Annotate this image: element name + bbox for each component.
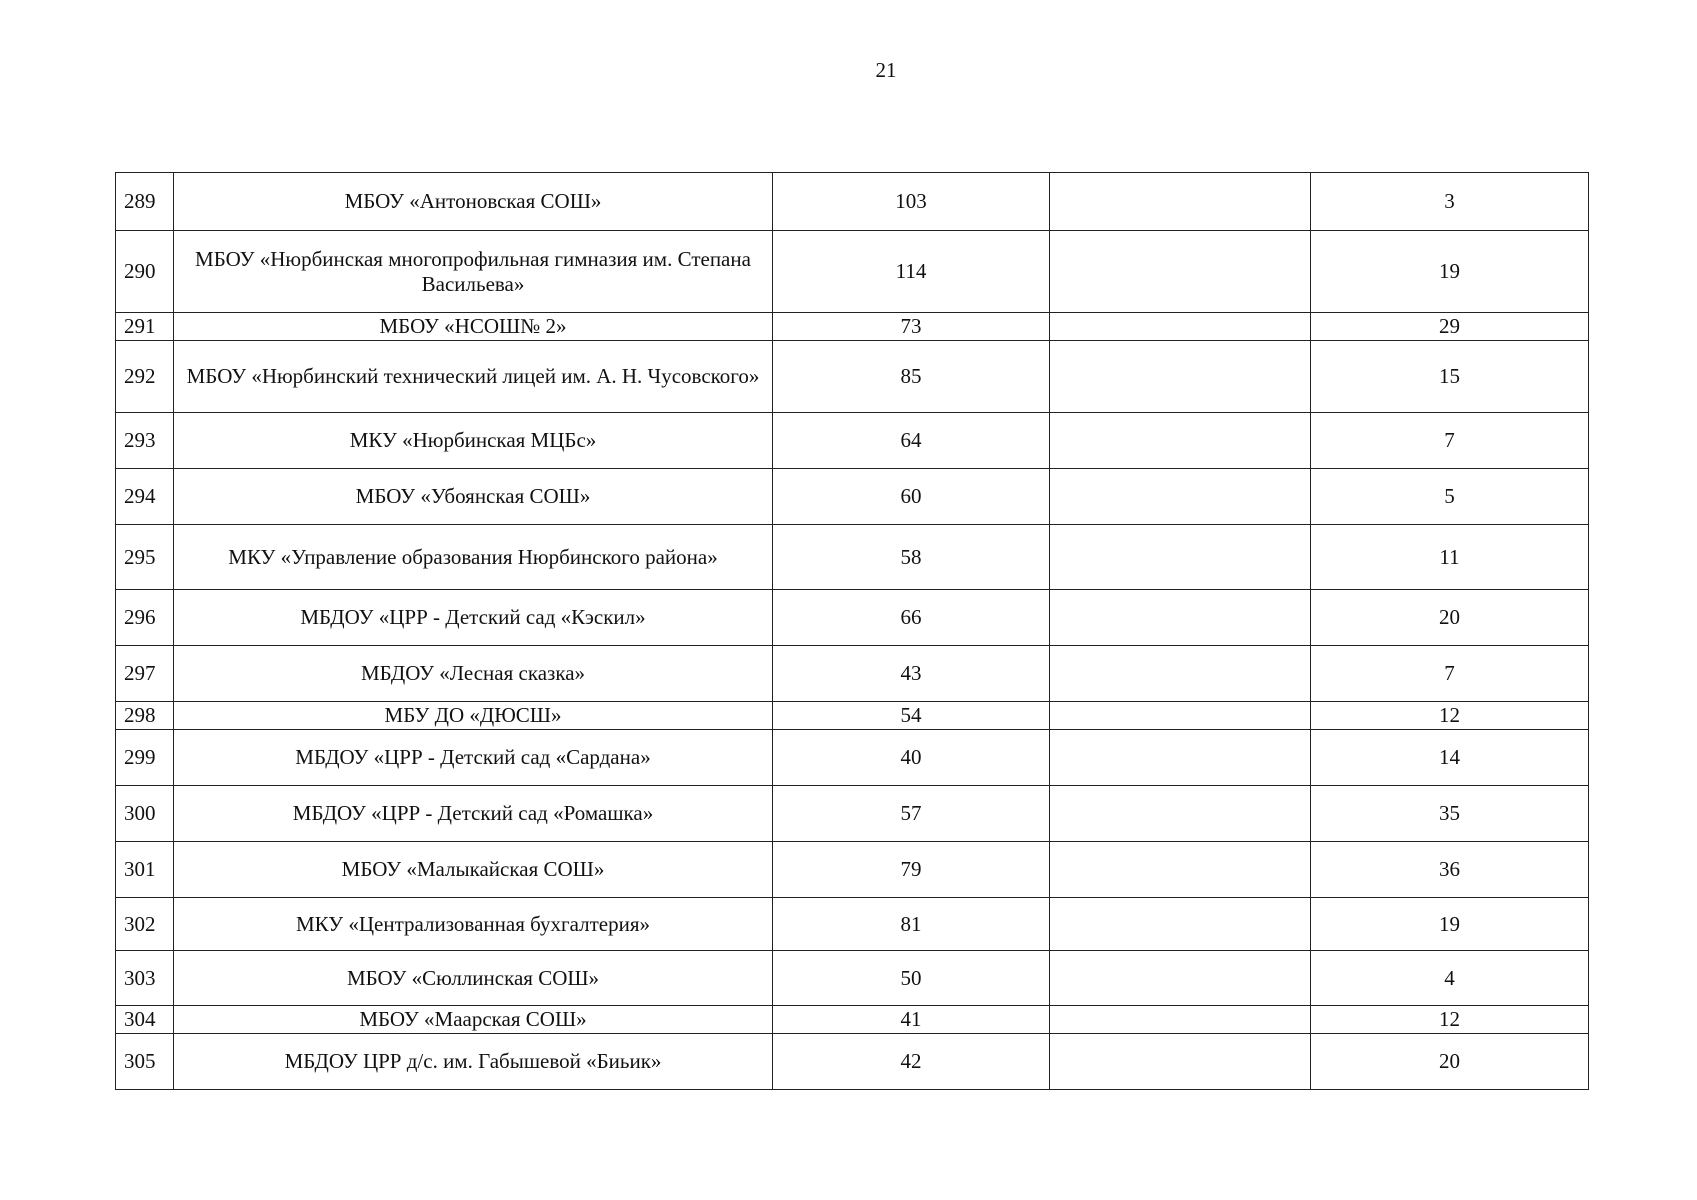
organization-name-cell: МБДОУ «ЦРР - Детский сад «Ромашка» bbox=[174, 786, 773, 842]
table-row bbox=[116, 525, 1589, 590]
organization-name-cell: МБОУ «Нюрбинский технический лицей им. А. Н. Чусовского» bbox=[174, 341, 773, 413]
value-cell-1: 43 bbox=[773, 646, 1050, 702]
value-cell-3: 12 bbox=[1311, 1006, 1589, 1034]
value-cell-1: 41 bbox=[773, 1006, 1050, 1034]
value-cell-3: 14 bbox=[1311, 730, 1589, 786]
row-number-cell: 304 bbox=[116, 1006, 174, 1034]
row-number-cell: 293 bbox=[116, 413, 174, 469]
page-number: 21 bbox=[875, 58, 897, 82]
value-cell-1: 40 bbox=[773, 730, 1050, 786]
row-number-cell: 290 bbox=[116, 231, 174, 313]
organization-name-cell: МБОУ «НСОШ№ 2» bbox=[174, 313, 773, 341]
table-row bbox=[116, 646, 1589, 702]
value-cell-2 bbox=[1050, 898, 1311, 951]
value-cell-3: 19 bbox=[1311, 231, 1589, 313]
value-cell-2 bbox=[1050, 341, 1311, 413]
value-cell-1: 60 bbox=[773, 469, 1050, 525]
value-cell-2 bbox=[1050, 842, 1311, 898]
value-cell-3: 35 bbox=[1311, 786, 1589, 842]
row-number-cell: 299 bbox=[116, 730, 174, 786]
value-cell-2 bbox=[1050, 231, 1311, 313]
row-number-cell: 296 bbox=[116, 590, 174, 646]
value-cell-3: 12 bbox=[1311, 702, 1589, 730]
organization-name-cell: МКУ «Нюрбинская МЦБс» bbox=[174, 413, 773, 469]
value-cell-3: 11 bbox=[1311, 525, 1589, 590]
value-cell-2 bbox=[1050, 786, 1311, 842]
value-cell-3: 29 bbox=[1311, 313, 1589, 341]
value-cell-2 bbox=[1050, 702, 1311, 730]
value-cell-3: 3 bbox=[1311, 173, 1589, 231]
organization-name-cell: МБДОУ «ЦРР - Детский сад «Сардана» bbox=[174, 730, 773, 786]
table-row bbox=[116, 898, 1589, 951]
value-cell-1: 114 bbox=[773, 231, 1050, 313]
row-number-cell: 295 bbox=[116, 525, 174, 590]
value-cell-1: 85 bbox=[773, 341, 1050, 413]
value-cell-1: 54 bbox=[773, 702, 1050, 730]
organization-name-cell: МБУ ДО «ДЮСШ» bbox=[174, 702, 773, 730]
value-cell-1: 57 bbox=[773, 786, 1050, 842]
organization-name-cell: МБДОУ «ЦРР - Детский сад «Кэскил» bbox=[174, 590, 773, 646]
value-cell-2 bbox=[1050, 173, 1311, 231]
value-cell-3: 36 bbox=[1311, 842, 1589, 898]
value-cell-3: 20 bbox=[1311, 590, 1589, 646]
row-number-cell: 301 bbox=[116, 842, 174, 898]
table-row bbox=[116, 842, 1589, 898]
organization-name-cell: МБДОУ ЦРР д/с. им. Габышевой «Биьик» bbox=[174, 1034, 773, 1090]
table-row bbox=[116, 702, 1589, 730]
value-cell-2 bbox=[1050, 469, 1311, 525]
organization-name-cell: МБОУ «Антоновская СОШ» bbox=[174, 173, 773, 231]
value-cell-1: 66 bbox=[773, 590, 1050, 646]
value-cell-1: 64 bbox=[773, 413, 1050, 469]
value-cell-3: 7 bbox=[1311, 646, 1589, 702]
value-cell-1: 81 bbox=[773, 898, 1050, 951]
row-number-cell: 302 bbox=[116, 898, 174, 951]
row-number-cell: 300 bbox=[116, 786, 174, 842]
value-cell-2 bbox=[1050, 313, 1311, 341]
table-row bbox=[116, 1006, 1589, 1034]
value-cell-3: 7 bbox=[1311, 413, 1589, 469]
value-cell-2 bbox=[1050, 646, 1311, 702]
organization-name-cell: МБОУ «Нюрбинская многопрофильная гимназия им. Степана Васильева» bbox=[174, 231, 773, 313]
table-row bbox=[116, 231, 1589, 313]
value-cell-2 bbox=[1050, 525, 1311, 590]
organization-name-cell: МБДОУ «Лесная сказка» bbox=[174, 646, 773, 702]
organization-name-cell: МБОУ «Убоянская СОШ» bbox=[174, 469, 773, 525]
value-cell-3: 5 bbox=[1311, 469, 1589, 525]
value-cell-1: 73 bbox=[773, 313, 1050, 341]
row-number-cell: 292 bbox=[116, 341, 174, 413]
row-number-cell: 294 bbox=[116, 469, 174, 525]
value-cell-3: 15 bbox=[1311, 341, 1589, 413]
value-cell-2 bbox=[1050, 413, 1311, 469]
value-cell-1: 42 bbox=[773, 1034, 1050, 1090]
table-row bbox=[116, 1034, 1589, 1090]
row-number-cell: 303 bbox=[116, 951, 174, 1006]
value-cell-2 bbox=[1050, 590, 1311, 646]
document-table bbox=[115, 172, 1589, 1090]
value-cell-2 bbox=[1050, 1006, 1311, 1034]
value-cell-3: 19 bbox=[1311, 898, 1589, 951]
organization-name-cell: МБОУ «Сюллинская СОШ» bbox=[174, 951, 773, 1006]
table-row bbox=[116, 341, 1589, 413]
value-cell-1: 58 bbox=[773, 525, 1050, 590]
table-row bbox=[116, 413, 1589, 469]
table-row bbox=[116, 590, 1589, 646]
value-cell-1: 103 bbox=[773, 173, 1050, 231]
row-number-cell: 289 bbox=[116, 173, 174, 231]
table-row bbox=[116, 786, 1589, 842]
value-cell-1: 50 bbox=[773, 951, 1050, 1006]
organization-name-cell: МКУ «Централизованная бухгалтерия» bbox=[174, 898, 773, 951]
organization-name-cell: МКУ «Управление образования Нюрбинского района» bbox=[174, 525, 773, 590]
row-number-cell: 298 bbox=[116, 702, 174, 730]
table-row bbox=[116, 173, 1589, 231]
value-cell-2 bbox=[1050, 951, 1311, 1006]
value-cell-3: 4 bbox=[1311, 951, 1589, 1006]
organization-name-cell: МБОУ «Малыкайская СОШ» bbox=[174, 842, 773, 898]
value-cell-2 bbox=[1050, 730, 1311, 786]
table-row bbox=[116, 469, 1589, 525]
table-body bbox=[116, 173, 1589, 1090]
organization-name-cell: МБОУ «Маарская СОШ» bbox=[174, 1006, 773, 1034]
value-cell-1: 79 bbox=[773, 842, 1050, 898]
row-number-cell: 291 bbox=[116, 313, 174, 341]
table-row bbox=[116, 313, 1589, 341]
row-number-cell: 305 bbox=[116, 1034, 174, 1090]
table-row bbox=[116, 951, 1589, 1006]
value-cell-2 bbox=[1050, 1034, 1311, 1090]
table-row bbox=[116, 730, 1589, 786]
value-cell-3: 20 bbox=[1311, 1034, 1589, 1090]
row-number-cell: 297 bbox=[116, 646, 174, 702]
